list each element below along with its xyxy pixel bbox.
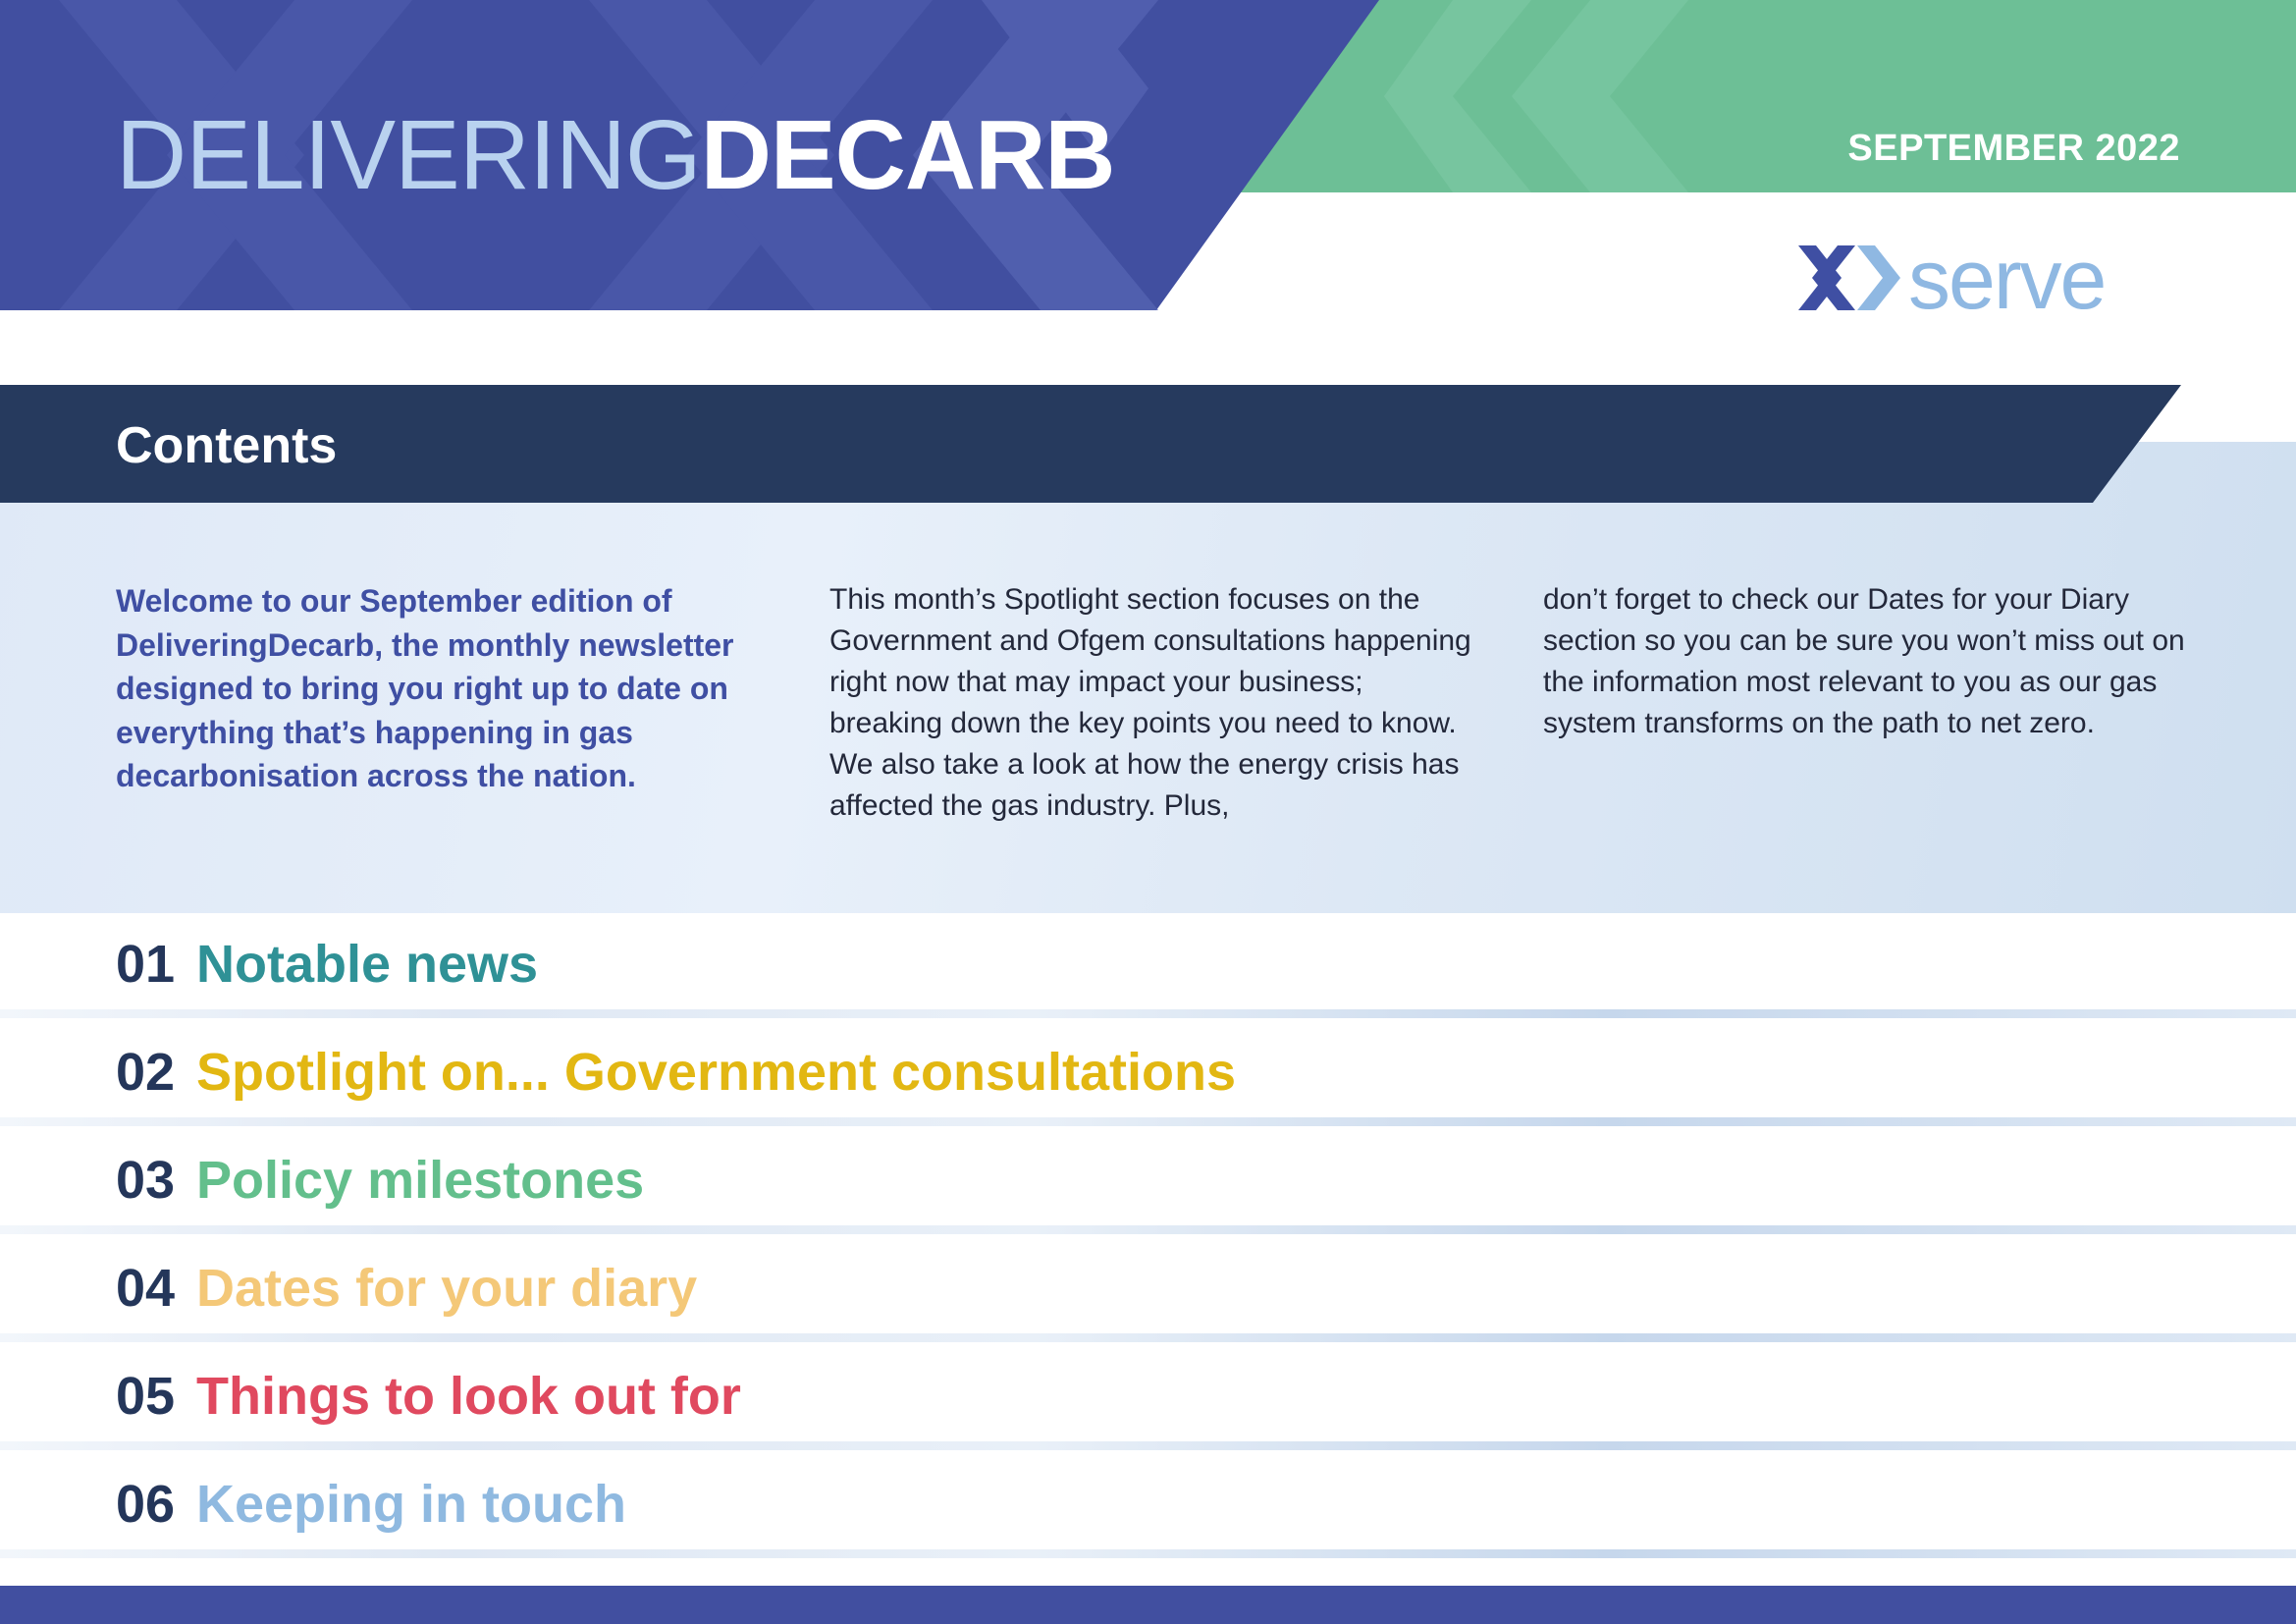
contents-item-policy-milestones[interactable] <box>0 1129 2296 1225</box>
footer-bar <box>0 1586 2296 1624</box>
section-label: Things to look out for <box>196 1367 741 1426</box>
issue-date: SEPTEMBER 2022 <box>1847 128 2180 169</box>
newsletter-title <box>116 100 1115 210</box>
intro-paragraph-3: don’t forget to check our Dates for your Diary section so you can be sure you won’t miss out on the information most relevant to you as our gas system transforms on the path to net zero. <box>1543 583 2185 739</box>
contents-heading: Contents <box>116 417 338 474</box>
intro-paragraph-2: This month’s Spotlight section focuses on the Government and Ofgem consultations happening right now that may impact your business; breaking down the key points you need to know. We also take a look at how the energy crisis has affected the gas industry. Plus, <box>829 583 1471 822</box>
section-number: 02 <box>116 1043 176 1102</box>
title-light-part: DELIVERING <box>116 100 701 210</box>
xoserve-logo <box>1798 240 2179 316</box>
section-number: 03 <box>116 1151 176 1210</box>
section-number: 05 <box>116 1367 176 1426</box>
contents-item-notable-news[interactable] <box>0 913 2296 1009</box>
section-label: Policy milestones <box>196 1151 645 1210</box>
section-label: Spotlight on... Government consultations <box>196 1043 1237 1102</box>
contents-item-things-to-look-out-for[interactable] <box>0 1345 2296 1441</box>
section-label: Notable news <box>196 935 539 994</box>
title-bold-part: DECARB <box>700 100 1115 210</box>
contents-item-spotlight[interactable] <box>0 1021 2296 1117</box>
contents-item-keeping-in-touch[interactable] <box>0 1453 2296 1549</box>
intro-lead-paragraph: Welcome to our September edition of DeliveringDecarb, the monthly newsletter designed to bring you right up to date on everything that’s happening in gas decarbonisation across the nation. <box>116 583 734 793</box>
contents-band <box>0 385 2296 503</box>
svg-text:serve: serve <box>1908 240 2106 316</box>
section-label: Keeping in touch <box>196 1475 626 1534</box>
section-number: 04 <box>116 1259 176 1318</box>
section-label: Dates for your diary <box>196 1259 698 1318</box>
section-number: 01 <box>116 935 176 994</box>
section-number: 06 <box>116 1475 176 1534</box>
contents-item-dates-for-your-diary[interactable] <box>0 1237 2296 1333</box>
